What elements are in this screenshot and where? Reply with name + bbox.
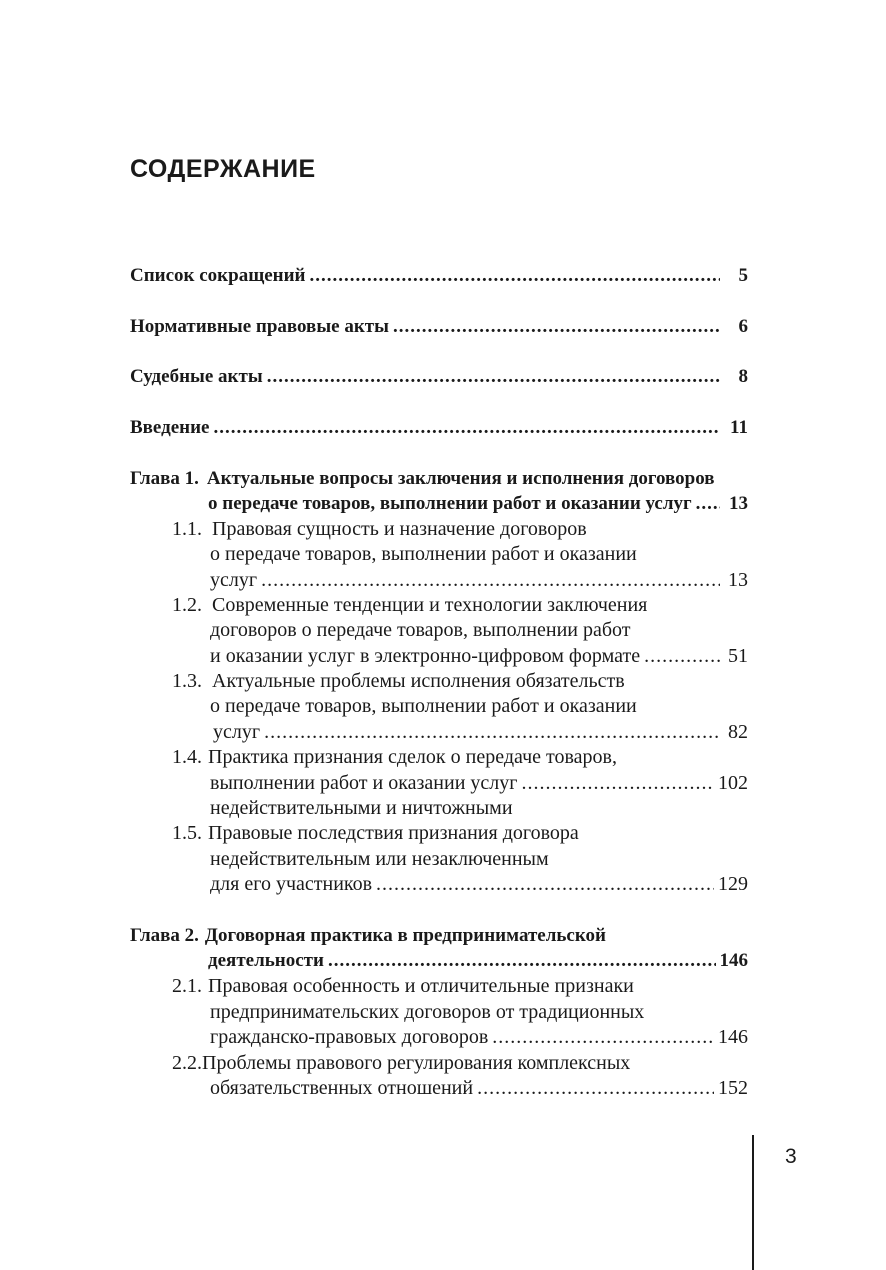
toc-section-2-2-line-2[interactable] [210, 1075, 748, 1101]
toc-page-number: 6 [738, 316, 748, 337]
section-number: 2.1. [172, 975, 202, 997]
section-number: 1.1. [172, 518, 202, 540]
dot-leader [393, 314, 720, 340]
dot-leader [267, 364, 720, 390]
dot-leader [264, 719, 720, 745]
toc-section-1-4-line-2[interactable] [210, 770, 748, 796]
toc-section-2-2[interactable] [172, 1050, 748, 1076]
toc-section-1-2-line-2 [210, 617, 748, 643]
toc-entry-title: Введение [130, 417, 210, 438]
section-title-line-3: недействительными и ничтожными [210, 797, 513, 819]
toc-section-1-1-line-3[interactable] [210, 567, 748, 593]
section-title-line-1: Правовая сущность и назначение договоров [212, 518, 587, 540]
dot-leader [214, 415, 721, 441]
section-title-line-3: услуг [210, 569, 258, 591]
chapter-title-line-2: деятельности [208, 950, 324, 971]
toc-section-2-1-line-2 [210, 999, 748, 1025]
toc-entry-introduction[interactable] [130, 415, 748, 441]
toc-entry-title: Судебные акты [130, 366, 263, 387]
section-title-line-1: Актуальные проблемы исполнения обязательств [212, 670, 625, 692]
chapter-number: Глава 1. [130, 468, 199, 489]
toc-chapter-2-heading[interactable] [130, 923, 748, 949]
dot-leader [696, 491, 720, 517]
section-title-line-1: Практика признания сделок о передаче товаров, [208, 746, 617, 768]
toc-section-1-5-line-2 [210, 846, 748, 872]
dot-leader [644, 643, 720, 669]
toc-section-1-3-line-2 [210, 693, 748, 719]
page-title: СОДЕРЖАНИЕ [130, 155, 316, 183]
section-title-line-3: и оказании услуг в электронно-цифровом формате [210, 645, 641, 667]
chapter-title-line-1: Договорная практика в предпринимательской [204, 925, 606, 946]
section-title-line-2: выполнении работ и оказании услуг [210, 772, 518, 794]
toc-page-number: 152 [718, 1077, 748, 1099]
dot-leader [376, 871, 714, 897]
toc-page-number: 129 [718, 873, 748, 895]
dot-leader [328, 948, 716, 974]
chapter-title-line-2: о передаче товаров, выполнении работ и оказании услуг [208, 493, 692, 514]
toc-section-1-5-line-3[interactable] [210, 871, 748, 897]
toc-page-number: 146 [719, 950, 748, 971]
chapter-number: Глава 2. [130, 925, 199, 946]
section-title-line-2: о передаче товаров, выполнении работ и оказании [210, 543, 637, 565]
toc-section-1-1[interactable] [172, 516, 748, 542]
page-number: 3 [785, 1145, 797, 1168]
section-number: 2.2. [172, 1052, 202, 1074]
toc-page-number: 11 [730, 417, 748, 438]
toc-entry-title: Нормативные правовые акты [130, 316, 389, 337]
section-title-line-2: договоров о передаче товаров, выполнении работ [210, 619, 631, 641]
dot-leader [521, 770, 714, 796]
section-number: 1.5. [172, 822, 202, 844]
toc-section-1-3[interactable] [172, 668, 748, 694]
dot-leader [492, 1024, 714, 1050]
toc-page-number: 8 [738, 366, 748, 387]
toc-section-2-1[interactable] [172, 973, 748, 999]
section-title-line-1: Современные тенденции и технологии заключения [212, 594, 648, 616]
section-title-line-2: недействительным или незаключенным [210, 848, 549, 870]
toc-page-number: 102 [718, 772, 748, 794]
toc-section-1-5[interactable] [172, 820, 748, 846]
toc-page-number: 5 [738, 265, 748, 286]
section-title-line-2: о передаче товаров, выполнении работ и оказании [210, 695, 637, 717]
section-title-line-1: Проблемы правового регулирования комплексных [202, 1052, 631, 1074]
section-number: 1.3. [172, 670, 202, 692]
dot-leader [261, 567, 720, 593]
dot-leader [477, 1075, 714, 1101]
folio-divider [752, 1135, 754, 1270]
toc-chapter-2-heading-cont[interactable] [208, 948, 748, 974]
toc-section-1-1-line-2 [210, 541, 748, 567]
toc-entry-abbreviations[interactable] [130, 263, 748, 289]
toc-section-1-2-line-3[interactable] [210, 643, 748, 669]
toc-page-number: 146 [718, 1026, 748, 1048]
toc-section-1-4-line-3 [210, 795, 748, 821]
dot-leader [310, 263, 720, 289]
toc-page-number: 82 [728, 721, 748, 743]
toc-page-number: 13 [729, 493, 748, 514]
toc-entry-title: Список сокращений [130, 265, 306, 286]
toc-chapter-1-heading-cont[interactable] [208, 491, 748, 517]
toc-entry-court-acts[interactable] [130, 364, 748, 390]
toc-entry-legal-acts[interactable] [130, 314, 748, 340]
section-title-line-3: для его участников [210, 873, 373, 895]
toc-section-1-3-line-3[interactable] [213, 719, 748, 745]
section-title-line-2: обязательственных отношений [210, 1077, 474, 1099]
toc-page-number: 13 [728, 569, 748, 591]
section-number: 1.4. [172, 746, 202, 768]
section-number: 1.2. [172, 594, 202, 616]
toc-section-1-2[interactable] [172, 592, 748, 618]
toc-page-number: 51 [728, 645, 748, 667]
section-title-line-3: услуг [213, 721, 261, 743]
section-title-line-3: гражданско-правовых договоров [210, 1026, 489, 1048]
toc-section-1-4[interactable] [172, 744, 748, 770]
toc-section-2-1-line-3[interactable] [210, 1024, 748, 1050]
toc-chapter-1-heading[interactable] [130, 466, 748, 492]
section-title-line-2: предпринимательских договоров от традиционных [210, 1001, 645, 1023]
chapter-title-line-1: Актуальные вопросы заключения и исполнения договоров [206, 468, 715, 489]
section-title-line-1: Правовые последствия признания договора [208, 822, 579, 844]
section-title-line-1: Правовая особенность и отличительные признаки [208, 975, 634, 997]
